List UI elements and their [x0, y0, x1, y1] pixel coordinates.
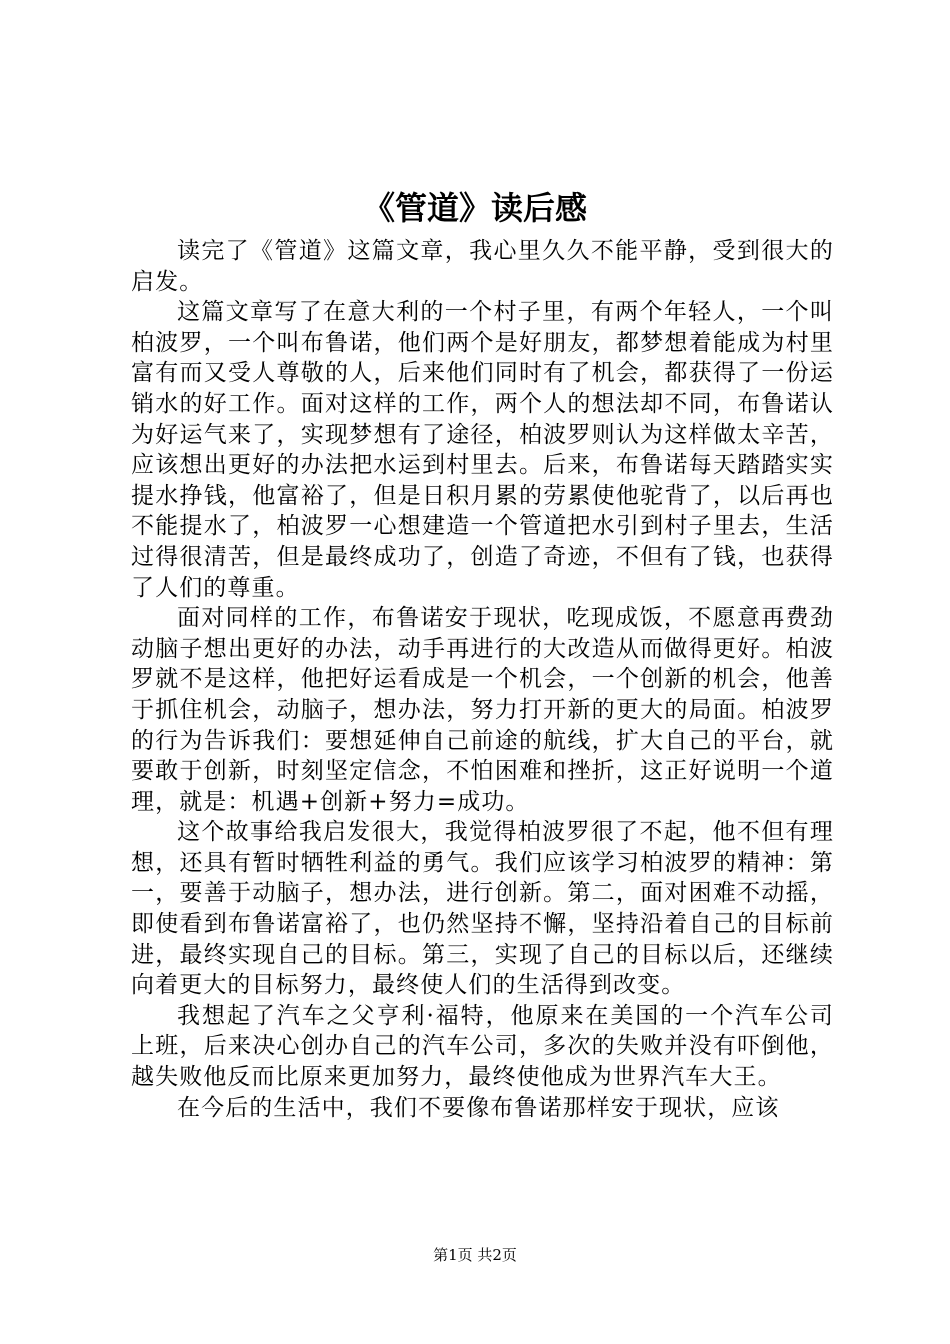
document-body [131, 236, 834, 1123]
paragraph-2: 这篇文章写了在意大利的一个村子里，有两个年轻人，一个叫柏波罗，一个叫布鲁诺，他们两个是好朋友，都梦想着能成为村里富有而又受人尊敬的人，后来他们同时有了机会，都获得了一份运销水的好工作。面对这样的工作，两个人的想法却不同，布鲁诺认为好运气来了，实现梦想有了途径，柏波罗则认为这样做太辛苦，应该想出更好的办法把水运到村里去。后来，布鲁诺每天踏踏实实提水挣钱，他富裕了，但是日积月累的劳累使他驼背了，以后再也不能提水了，柏波罗一心想建造一个管道把水引到村子里去，生活过得很清苦，但是最终成功了，创造了奇迹，不但有了钱，也获得了人们的尊重。 [131, 299, 834, 601]
paragraph-5: 我想起了汽车之父亨利·福特，他原来在美国的一个汽车公司上班，后来决心创办自己的汽车公司，多次的失败并没有吓倒他，越失败他反而比原来更加努力，最终使他成为世界汽车大王。 [131, 1002, 834, 1091]
paragraph-1: 读完了《管道》这篇文章，我心里久久不能平静，受到很大的启发。 [131, 238, 834, 295]
page-number-footer: 第1页 共2页 [433, 1246, 517, 1264]
paragraph-3: 面对同样的工作，布鲁诺安于现状，吃现成饭，不愿意再费劲动脑子想出更好的办法，动手再进行的大改造从而做得更好。柏波罗就不是这样，他把好运看成是一个机会，一个创新的机会，他善于抓住机会，动脑子，想办法，努力打开新的更大的局面。柏波罗的行为告诉我们：要想延伸自己前途的航线，扩大自己的平台，就要敢于创新，时刻坚定信念，不怕困难和挫折，这正好说明一个道理，就是：机遇+创新+努力=成功。 [131, 605, 834, 815]
paragraph-6: 在今后的生活中，我们不要像布鲁诺那样安于现状，应该 [177, 1094, 780, 1121]
document-title: 《管道》读后感 [362, 189, 587, 227]
paragraph-4: 这个故事给我启发很大，我觉得柏波罗很了不起，他不但有理想，还具有暂时牺牲利益的勇气。我们应该学习柏波罗的精神：第一，要善于动脑子，想办法，进行创新。第二，面对困难不动摇，即使看到布鲁诺富裕了，也仍然坚持不懈，坚持沿着自己的目标前进，最终实现自己的目标。第三，实现了自己的目标以后，还继续向着更大的目标努力，最终使人们的生活得到改变。 [131, 819, 834, 999]
